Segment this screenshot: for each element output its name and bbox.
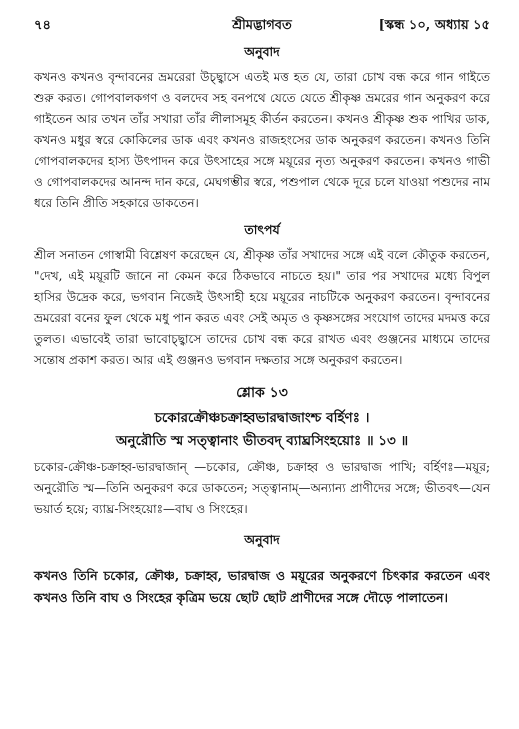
verse-translation-heading: অনুবাদ — [244, 532, 280, 547]
translation-heading: অনুবাদ — [244, 44, 280, 59]
translation-paragraph: কখনও কখনও বৃন্দাবনের ভ্রমরেরা উচ্ছ্বাসে এতই মত্ত হত যে, তারা চোখ বন্ধ করে গান গাইতে শুরু করত। গোপবালকগণ ও বলদেব সহ বনপথে যেতে যেতে শ্রীকৃষ্ণ ভ্রমরের গান অনুকরণ করে গাইতেন আর তখন তাঁর সখারা তাঁর লীলাসমূহ কীর্তন করতেন। কখনও শ্রীকৃষ্ণ শুক পাখির ডাক, কখনও মধুর স্বরে কোকিলের ডাক এবং কখনও রাজহংসের ডাক অনুকরণ করতেন। কখনও তিনি গোপবালকদের হাস্য উৎপাদন করে উৎসাহের সঙ্গে ময়ূরের নৃত্য অনুকরণ করতেন। কখনও গাভী ও গোপবালকদের আনন্দ দান করে, মেঘগম্ভীর স্বরে, পশুপাল থেকে দূরে চলে যাওয়া পশুদের নাম ধরে তিনি প্রীতি সহকারে ডাকতেন। — [34, 70, 490, 210]
book-title: শ্রীমদ্ভাগবত — [232, 18, 292, 33]
running-head — [34, 16, 490, 36]
document-page — [34, 16, 490, 621]
verse-line-1: চকোরক্রৌঞ্চচক্রাহ্বভারদ্বাজাংশ্চ বর্হিণঃ । — [154, 410, 370, 426]
verse-label: শ্লোক ১৩ — [236, 385, 288, 401]
purport-paragraph: শ্রীল সনাতন গোস্বামী বিশ্লেষণ করেছেন যে, শ্রীকৃষ্ণ তাঁর সখাদের সঙ্গে এই বলে কৌতুক করতেন, "দেখ, এই ময়ূরটি জানে না কেমন করে ঠিকভাবে নাচতে হয়।" তার পর সখাদের মধ্যে বিপুল হাসির উদ্রেক করে, ভগবান নিজেই উৎসাহী হয়ে ময়ূরের নাচটিকে অনুকরণ করতেন। বৃন্দাবনের ভ্রমরেরা বনের ফুল থেকে মধু পান করত এবং সেই অমৃত ও কৃষ্ণসঙ্গের সংযোগ তাদের মদমত্ত করে তুলত। এভাবেই তারা ভাবোচ্ছ্বাসে তাদের চোখ বন্ধ করে রাখত এবং গুঞ্জনের মাধ্যমে তাদের সন্তোষ প্রকাশ করত। আর এই গুঞ্জনও ভগবান দক্ষতার সঙ্গে অনুকরণ করতেন। — [34, 248, 490, 367]
verse-translation-paragraph: কখনও তিনি চকোর, ক্রৌঞ্চ, চক্রাহ্ব, ভারদ্বাজ ও ময়ূরের অনুকরণে চিৎকার করতেন এবং কখনও তিনি বাঘ ও সিংহের কৃত্রিম ভয়ে ছোট ছোট প্রাণীদের সঙ্গে দৌড়ে পালাতেন। — [34, 567, 490, 605]
page-number: ৭৪ — [34, 18, 51, 33]
verse-line-2: অনুরৌতি স্ম সত্ত্বানাং ভীতবদ্ ব্যাঘ্রসিংহয়োঃ ॥ ১৩ ॥ — [115, 433, 409, 449]
purport-heading: তাৎপর্য — [244, 222, 280, 237]
chapter-reference: [স্কন্ধ ১০, অধ্যায় ১৫ — [378, 18, 490, 33]
synonyms-paragraph: চকোর-ক্রৌঞ্চ-চক্রাহ্ব-ভারদ্বাজান্ —চকোর, ক্রৌঞ্চ, চক্রাহ্ব ও ভারদ্বাজ পাখি; বর্হিণঃ—ময়ূর; অনুরৌতি স্ম—তিনি অনুকরণ করে ডাকতেন; সত্ত্বানাম্—অন্যান্য প্রাণীদের সঙ্গে; ভীতবৎ—যেন ভয়ার্ত হয়ে; ব্যাঘ্র-সিংহয়োঃ—বাঘ ও সিংহের। — [34, 460, 490, 516]
